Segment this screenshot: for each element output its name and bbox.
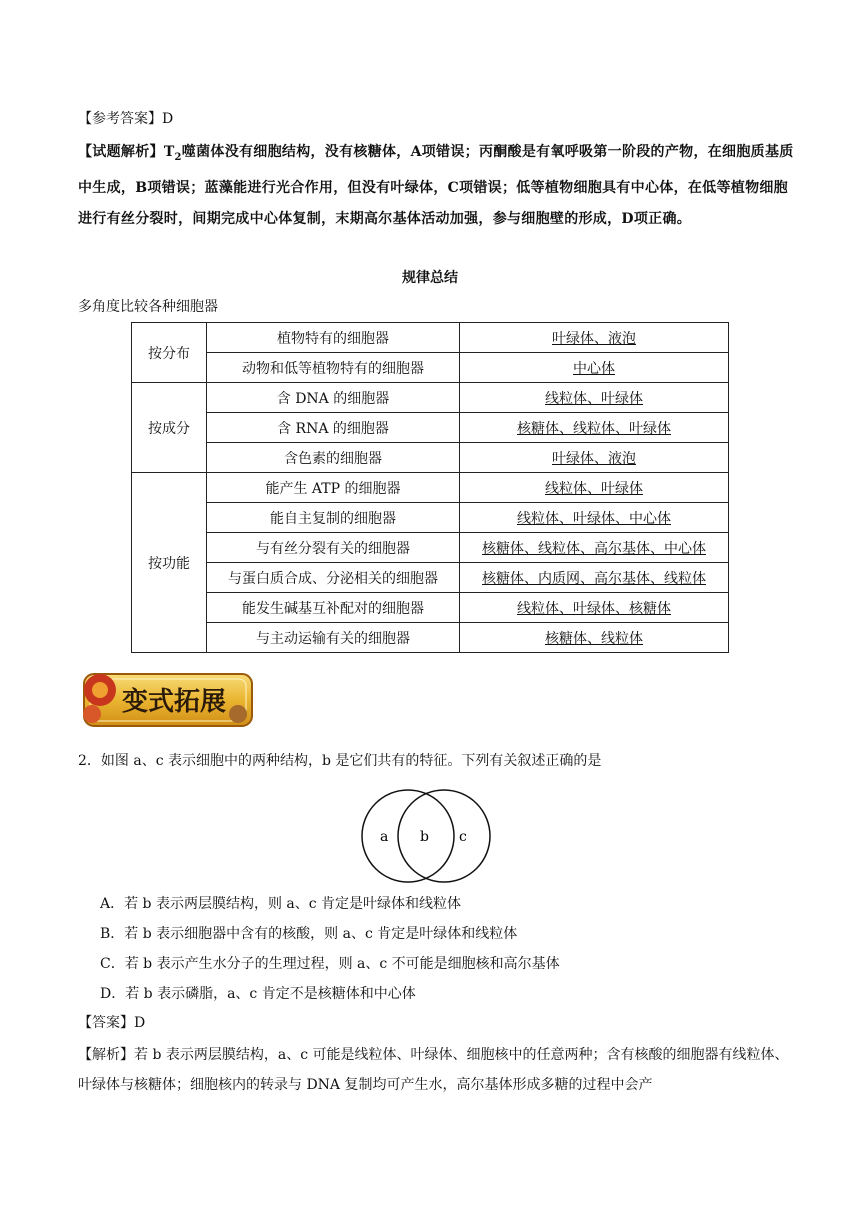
organelle-type-cell: 能自主复制的细胞器 — [207, 503, 460, 533]
table-row — [132, 623, 729, 653]
organelle-value: 核糖体、线粒体、高尔基体、中心体 — [482, 540, 706, 557]
label-b: b — [420, 829, 429, 845]
organelle-value: 叶绿体、液泡 — [552, 330, 636, 347]
organelle-value: 叶绿体、液泡 — [552, 450, 636, 467]
organelle-value-cell — [460, 473, 729, 503]
table-row — [132, 413, 729, 443]
explanation: 【解析】若 b 表示两层膜结构，a、c 可能是线粒体、叶绿体、细胞核中的任意两种；含有核酸的细胞器有线粒体、叶绿体与核糖体；细胞核内的转录与 DNA 复制均可产生水，高尔基体形成多糖的过程中会产 — [78, 1047, 789, 1093]
organelle-type-cell: 含 DNA 的细胞器 — [207, 383, 460, 413]
organelle-value: 核糖体、线粒体 — [545, 630, 643, 647]
table-row — [132, 443, 729, 473]
organelle-value-cell — [460, 503, 729, 533]
table-row — [132, 473, 729, 503]
option-a: A．若 b 表示两层膜结构，则 a、c 肯定是叶绿体和线粒体 — [100, 896, 462, 912]
organelle-table — [131, 322, 729, 653]
organelle-value-cell — [460, 413, 729, 443]
organelle-value-cell — [460, 353, 729, 383]
organelle-type-cell: 与有丝分裂有关的细胞器 — [207, 533, 460, 563]
summary-title: 规律总结 — [402, 270, 458, 286]
table-row — [132, 353, 729, 383]
organelle-value-cell — [460, 533, 729, 563]
answer: 【答案】D — [78, 1015, 146, 1031]
venn-diagram — [360, 785, 492, 889]
category-cell: 按成分 — [132, 383, 207, 473]
organelle-value-cell — [460, 443, 729, 473]
organelle-value: 核糖体、线粒体、叶绿体 — [517, 420, 671, 437]
organelle-type-cell: 植物特有的细胞器 — [207, 323, 460, 353]
label-c: c — [459, 829, 467, 845]
flower-icon-small — [229, 705, 247, 723]
organelle-value-cell — [460, 623, 729, 653]
organelle-value: 中心体 — [573, 360, 615, 377]
analysis-paragraph — [78, 137, 800, 235]
analysis-body: 噬菌体没有细胞结构，没有核糖体，A项错误；丙酮酸是有氧呼吸第一阶段的产物，在细胞质基质中生成，B项错误；蓝藻能进行光合作用，但没有叶绿体，C项错误；低等植物细胞具有中心体，在低等植物细胞进行有丝分裂时，间期完成中心体复制，末期高尔基体活动加强，参与细胞壁的形成，D项正确。 — [78, 144, 794, 227]
variant-extension-banner — [78, 662, 256, 738]
table-row — [132, 533, 729, 563]
circle-c — [398, 790, 490, 882]
question-text: 2．如图 a、c 表示细胞中的两种结构，b 是它们共有的特征。下列有关叙述正确的是 — [78, 753, 602, 769]
option-d: D．若 b 表示磷脂，a、c 肯定不是核糖体和中心体 — [100, 986, 416, 1002]
t-subscript: 2 — [174, 151, 182, 163]
category-cell: 按分布 — [132, 323, 207, 383]
table-row — [132, 593, 729, 623]
organelle-value: 线粒体、叶绿体、核糖体 — [517, 600, 671, 617]
table-subtitle: 多角度比较各种细胞器 — [78, 299, 218, 315]
organelle-value: 线粒体、叶绿体、中心体 — [517, 510, 671, 527]
organelle-value-cell — [460, 323, 729, 353]
label-a: a — [380, 829, 389, 845]
organelle-type-cell: 与蛋白质合成、分泌相关的细胞器 — [207, 563, 460, 593]
organelle-value: 线粒体、叶绿体 — [545, 390, 643, 407]
category-cell: 按功能 — [132, 473, 207, 653]
table-row — [132, 503, 729, 533]
organelle-type-cell: 含色素的细胞器 — [207, 443, 460, 473]
t-letter: T — [163, 144, 175, 160]
option-c: C．若 b 表示产生水分子的生理过程，则 a、c 不可能是细胞核和高尔基体 — [100, 956, 560, 972]
table-row — [132, 383, 729, 413]
organelle-type-cell: 能产生 ATP 的细胞器 — [207, 473, 460, 503]
organelle-value-cell — [460, 563, 729, 593]
table-row — [132, 563, 729, 593]
organelle-type-cell: 含 RNA 的细胞器 — [207, 413, 460, 443]
option-b: B．若 b 表示细胞器中含有的核酸，则 a、c 肯定是叶绿体和线粒体 — [100, 926, 518, 942]
organelle-type-cell: 与主动运输有关的细胞器 — [207, 623, 460, 653]
reference-answer: 【参考答案】D — [78, 111, 174, 127]
table-row — [132, 323, 729, 353]
organelle-type-cell: 动物和低等植物特有的细胞器 — [207, 353, 460, 383]
circle-a — [362, 790, 454, 882]
organelle-value: 线粒体、叶绿体 — [545, 480, 643, 497]
analysis-lead: 【试题解析】 — [78, 144, 164, 160]
organelle-value-cell — [460, 593, 729, 623]
banner-text: 变式拓展 — [121, 687, 227, 717]
t2-label — [163, 144, 182, 163]
organelle-value: 核糖体、内质网、高尔基体、线粒体 — [482, 570, 706, 587]
organelle-value-cell — [460, 383, 729, 413]
organelle-type-cell: 能发生碱基互补配对的细胞器 — [207, 593, 460, 623]
